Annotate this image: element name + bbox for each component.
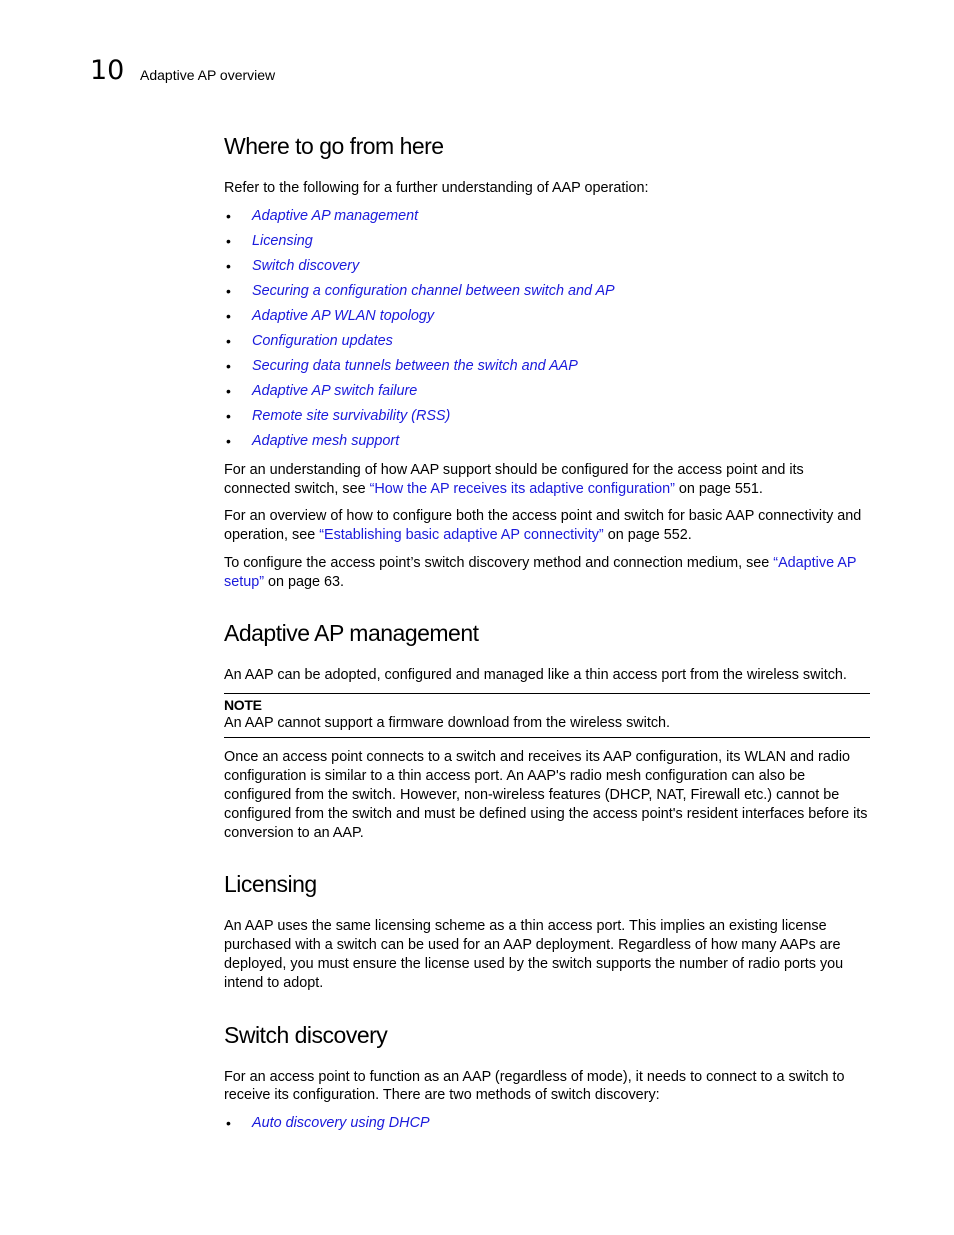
management-body: Once an access point connects to a switch and receives its AAP configuration, its WLAN and radio configuration is similar to a thin access port. An AAP's radio mesh configuration can also be configured from the switch. However, non-wireless features (DHCP, NAT, Firewall etc.) cannot be configured from the switch and must be defined using the access point's resident interfaces before its conversion to an AAP. (224, 749, 868, 841)
bullet-icon: • (226, 307, 231, 324)
bullet-icon: • (226, 382, 231, 399)
section-title-licensing: Licensing (224, 871, 317, 898)
list-item[interactable] (224, 332, 870, 357)
link-how-ap-receives-config[interactable]: “How the AP receives its adaptive configuration” (369, 480, 675, 497)
link-switch-failure[interactable]: Adaptive AP switch failure (252, 382, 418, 399)
paragraph-connectivity-reference (224, 507, 870, 545)
switch-discovery-body: For an access point to function as an AAP (regardless of mode), it needs to connect to a switch to receive its configuration. There are two methods of switch discovery: (224, 1068, 845, 1104)
running-head: Adaptive AP overview (140, 67, 276, 83)
list-item[interactable] (224, 432, 870, 457)
list-item[interactable] (224, 207, 870, 232)
section-title-switch-discovery: Switch discovery (224, 1021, 388, 1048)
list-item[interactable] (224, 382, 870, 407)
link-remote-site-survivability[interactable]: Remote site survivability (RSS) (252, 407, 451, 424)
link-adaptive-mesh-support[interactable]: Adaptive mesh support (252, 432, 400, 449)
paragraph-text: on page 551. (674, 480, 763, 497)
paragraph-setup-reference (224, 554, 870, 592)
list-item[interactable] (224, 232, 870, 257)
link-configuration-updates[interactable]: Configuration updates (252, 332, 393, 349)
paragraph-text: on page 552. (603, 527, 692, 544)
link-securing-config-channel[interactable]: Securing a configuration channel between switch and AP (252, 282, 615, 299)
bullet-icon: • (226, 232, 231, 249)
list-item[interactable] (224, 257, 870, 282)
link-licensing[interactable]: Licensing (252, 232, 313, 249)
bullet-icon: • (226, 1115, 231, 1132)
paragraph-text: For an understanding of how AAP support should be configured for the access point and its connected switch, see (224, 461, 804, 497)
link-switch-discovery[interactable]: Switch discovery (252, 257, 360, 274)
paragraph-text: For an overview of how to configure both the access point and switch for basic AAP connectivity and operation, see (224, 508, 862, 544)
bullet-icon: • (226, 207, 231, 224)
bullet-icon: • (226, 407, 231, 424)
chapter-number: 10 (90, 55, 125, 86)
list-item[interactable] (224, 1114, 870, 1139)
note-box (224, 693, 870, 738)
page-content (224, 131, 870, 1143)
management-intro: An AAP can be adopted, configured and managed like a thin access port from the wireless switch. (224, 666, 847, 683)
note-label: NOTE (224, 697, 262, 714)
paragraph-text: on page 63. (264, 573, 345, 590)
section-title-where-to-go: Where to go from here (224, 133, 444, 159)
list-item[interactable] (224, 357, 870, 382)
link-establishing-connectivity[interactable]: “Establishing basic adaptive AP connectivity” (319, 527, 604, 544)
bullet-icon: • (226, 357, 231, 374)
paragraph-config-reference (224, 461, 870, 499)
list-item[interactable] (224, 407, 870, 432)
section-title-management: Adaptive AP management (224, 619, 479, 646)
where-to-go-link-list (224, 207, 870, 457)
list-item[interactable] (224, 307, 870, 332)
link-securing-data-tunnels[interactable]: Securing data tunnels between the switch and AAP (252, 357, 578, 374)
licensing-body: An AAP uses the same licensing scheme as a thin access port. This implies an existing license purchased with a switch can be used for an AAP deployment. Regardless of how many AAPs are deployed, you must ensure the license used by the switch supports the number of radio ports you intend to adopt. (224, 918, 844, 991)
list-item[interactable] (224, 282, 870, 307)
link-auto-discovery-dhcp[interactable]: Auto discovery using DHCP (252, 1115, 430, 1132)
paragraph-text: To configure the access point’s switch discovery method and connection medium, see (224, 554, 774, 571)
bullet-icon: • (226, 332, 231, 349)
link-adaptive-ap-setup[interactable]: “Adaptive AP setup” (224, 554, 857, 590)
link-wlan-topology[interactable]: Adaptive AP WLAN topology (252, 307, 435, 324)
bullet-icon: • (226, 257, 231, 274)
bullet-icon: • (226, 282, 231, 299)
link-adaptive-ap-management[interactable]: Adaptive AP management (252, 207, 419, 224)
switch-discovery-link-list (224, 1114, 870, 1139)
where-to-go-intro: Refer to the following for a further understanding of AAP operation: (224, 180, 649, 196)
bullet-icon: • (226, 432, 231, 449)
note-text: An AAP cannot support a firmware download from the wireless switch. (224, 715, 671, 732)
